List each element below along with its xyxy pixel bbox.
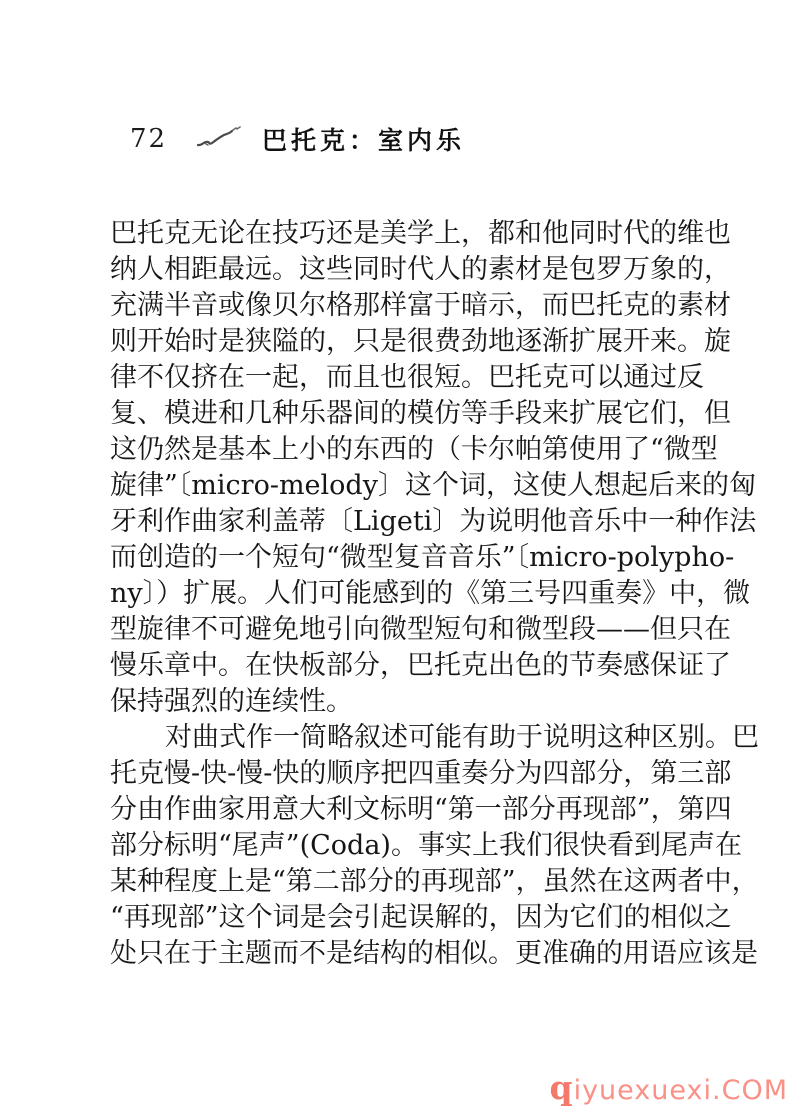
text-line: 型旋律不可避免地引向微型短句和微型段——但只在 [110, 614, 731, 645]
text-line: 律不仅挤在一起，而且也很短。巴托克可以通过反 [110, 362, 704, 393]
body-text [110, 216, 759, 972]
text-line: 巴托克无论在技巧还是美学上，都和他同时代的维也 [110, 218, 731, 249]
text-line: 这仍然是基本上小的东西的（卡尔帕第使用了“微型 [110, 434, 718, 465]
text-line: ny〕）扩展。人们可能感到的《第三号四重奏》中，微 [110, 578, 751, 609]
running-head [0, 121, 794, 161]
squiggle-ornament-icon [196, 125, 242, 149]
text-line: 而创造的一个短句“微型复音音乐”〔micro-polypho- [110, 542, 735, 573]
text-line: “再现部”这个词是会引起误解的，因为它们的相似之 [110, 902, 732, 933]
page-number: 72 [130, 124, 168, 154]
text-line: 复、模进和几种乐器间的模仿等手段来扩展它们，但 [110, 398, 731, 429]
text-line-paragraph-start: 对曲式作一简略叙述可能有助于说明这种区别。巴 [165, 722, 759, 753]
text-line: 保持强烈的连续性。 [110, 686, 353, 717]
text-line: 部分标明“尾声”(Coda)。事实上我们很快看到尾声在 [110, 830, 742, 861]
text-line: 充满半音或像贝尔格那样富于暗示，而巴托克的素材 [110, 290, 731, 321]
text-line: 分由作曲家用意大利文标明“第一部分再现部”，第四 [110, 794, 732, 825]
text-line: 慢乐章中。在快板部分，巴托克出色的节奏感保证了 [110, 650, 731, 681]
text-line: 托克慢-快-慢-快的顺序把四重奏分为四部分，第三部 [110, 758, 732, 789]
text-line: 牙利作曲家利盖蒂〔Ligeti〕为说明他音乐中一种作法 [110, 506, 757, 537]
chapter-title: 巴托克：室内乐 [262, 126, 466, 155]
text-line: 处只在于主题而不是结构的相似。更准确的用语应该是 [110, 938, 758, 969]
text-line: 则开始时是狭隘的，只是很费劲地逐渐扩展开来。旋 [110, 326, 731, 357]
text-line: 旋律”〔micro-melody〕这个词，这使人想起后来的匈 [110, 470, 756, 501]
text-line: 某种程度上是“第二部分的再现部”，虽然在这两者中， [110, 866, 759, 897]
text-line: 纳人相距最远。这些同时代人的素材是包罗万象的， [110, 254, 731, 285]
site-watermark: qiyuexuexi.COM [549, 1068, 788, 1107]
